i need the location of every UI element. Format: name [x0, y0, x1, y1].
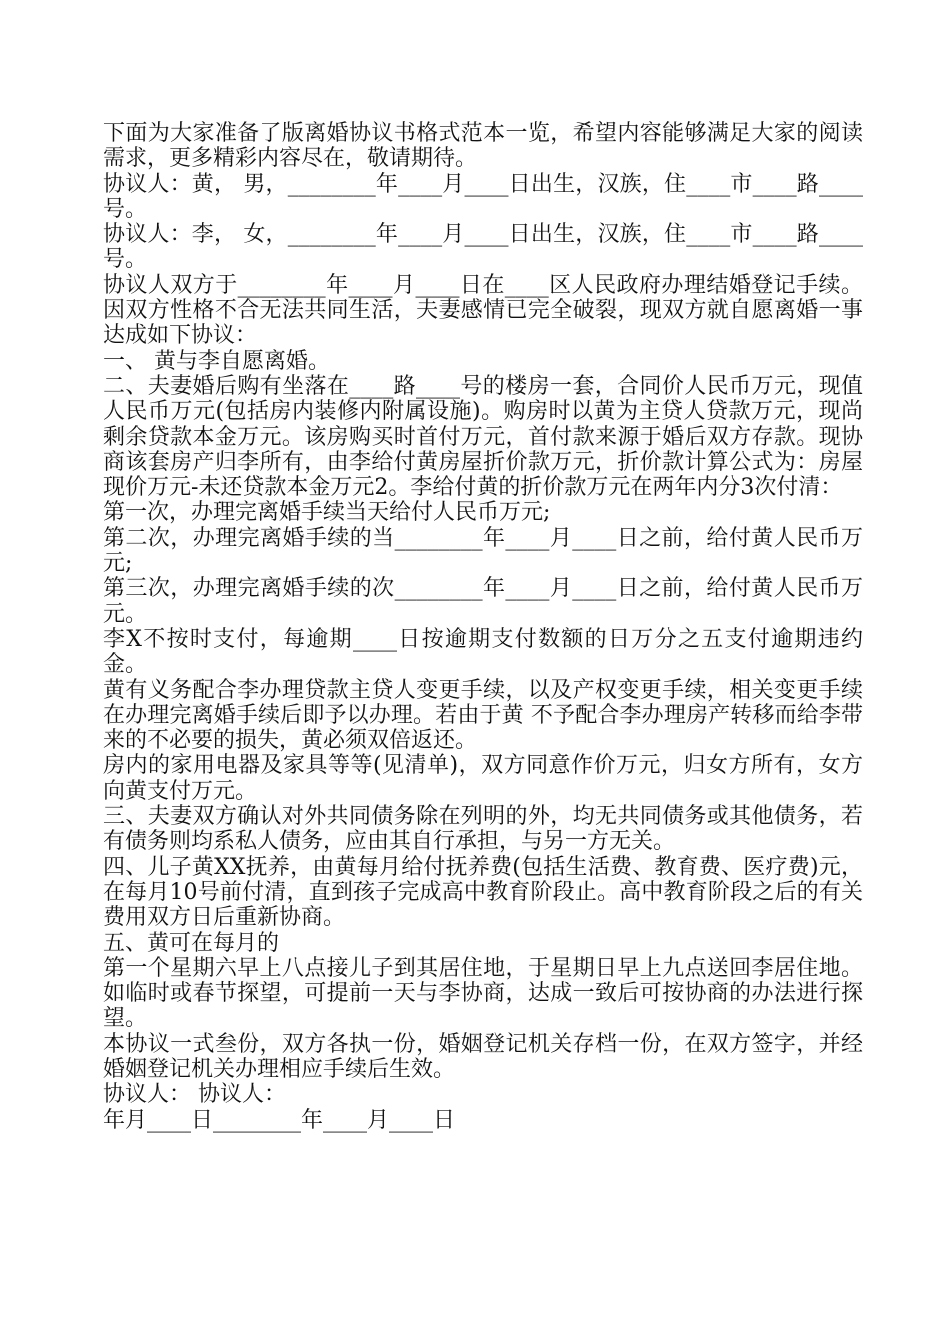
- loan-transfer-obligation: 黄有义务配合李办理贷款主贷人变更手续，以及产权变更手续，相关变更手续在办理完离婚手续后即予以办理。若由于黄 不予配合李办理房产转移而给李带来的不必要的损失，黄必须双倍返还。: [103, 677, 863, 754]
- party-husband-line: 协议人：黄， 男，________年____月____日出生，汉族，住____市____路____号。: [103, 171, 863, 222]
- payment-second-installment: 第二次，办理完离婚手续的当________年____月____日之前，给付黄人民币万元;: [103, 525, 863, 577]
- clause-four-custody: 四、儿子黄XX抚养，由黄每月给付抚养费(包括生活费、教育费、医疗费)元，在每月10号前付清，直到孩子完成高中教育阶段止。高中教育阶段之后的有关费用双方日后重新协商。: [103, 854, 863, 931]
- clause-five-visitation: 五、黄可在每月的: [103, 930, 280, 956]
- visitation-details: 第一个星期六早上八点接儿子到其居住地，于星期日早上九点送回李居住地。如临时或春节探望，可提前一天与李协商，达成一致后可按协商的办法进行探望。: [103, 955, 863, 1032]
- marriage-registration-paragraph: 协议人双方于________年____月____日在____区人民政府办理结婚登记手续。因双方性格不合无法共同生活，夫妻感情已完全破裂，现双方就自愿离婚一事达成如下协议：: [103, 272, 863, 349]
- payment-third-installment: 第三次，办理完离婚手续的次________年____月____日之前，给付黄人民币万元。: [103, 576, 863, 627]
- clause-one: 一、 黄与李自愿离婚。: [103, 348, 330, 374]
- intro-paragraph: 下面为大家准备了版离婚协议书格式范本一览，希望内容能够满足大家的阅读需求，更多精彩内容尽在，敬请期待。: [103, 121, 863, 172]
- clause-two-property: 二、夫妻婚后购有坐落在____路____号的楼房一套，合同价人民币万元，现值人民币万元(包括房内装修内附属设施)。购房时以黄为主贷人贷款万元，现尚剩余贷款本金万元。该房购买时首付万元，首付款来源于婚后双方存款。现协商该套房产归李所有，由李给付黄房屋折价款万元，折价款计算公式为：房屋现价万元-未还贷款本金万元2。李给付黄的折价款万元在两年内分3次付清：: [103, 373, 863, 501]
- date-line: 年月____日________年____月____日: [103, 1107, 456, 1133]
- agreement-copies-paragraph: 本协议一式叁份，双方各执一份，婚姻登记机关存档一份，在双方签字，并经婚姻登记机关办理相应手续后生效。: [103, 1031, 863, 1082]
- late-payment-penalty: 李X不按时支付，每逾期____日按逾期支付数额的日万分之五支付逾期违约金。: [103, 626, 863, 678]
- payment-first-installment: 第一次，办理完离婚手续当天给付人民币万元;: [103, 500, 551, 526]
- household-items-paragraph: 房内的家用电器及家具等等(见清单)，双方同意作价万元，归女方所有，女方向黄支付万元。: [103, 753, 863, 804]
- signature-line: 协议人： 协议人：: [103, 1082, 286, 1108]
- party-wife-line: 协议人：李， 女，________年____月____日出生，汉族，住____市____路____号。: [103, 222, 863, 273]
- clause-three-debts: 三、夫妻双方确认对外共同债务除在列明的外，均无共同债务或其他债务，若有债务则均系私人债务，应由其自行承担，与另一方无关。: [103, 804, 863, 855]
- document-body: [103, 121, 863, 1133]
